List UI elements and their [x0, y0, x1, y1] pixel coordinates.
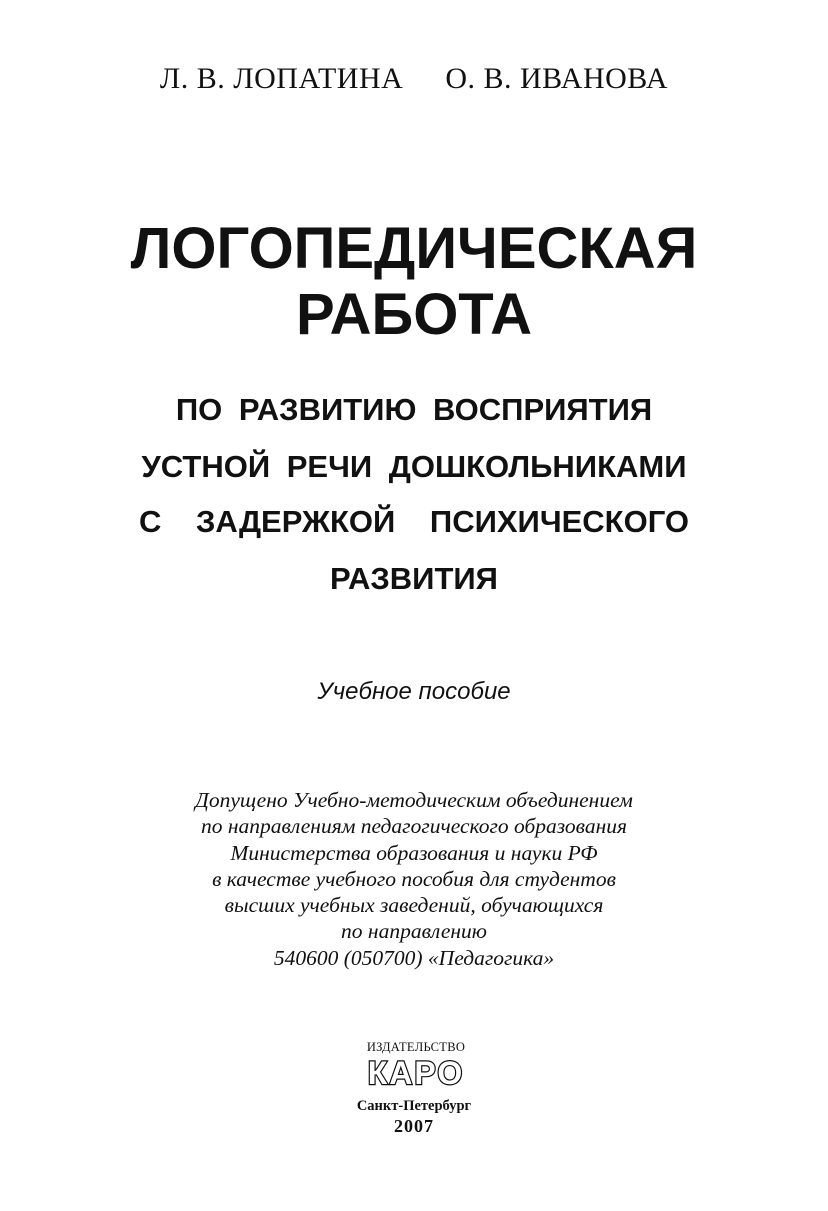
- publisher-logo: [355, 1056, 477, 1090]
- approval-line: по направлениям педагогического образования: [200, 814, 628, 839]
- subtitle-line: УСТНОЙ РЕЧИ ДОШКОЛЬНИКАМИ: [141, 449, 687, 484]
- subtitle-line: ПО РАЗВИТИЮ ВОСПРИЯТИЯ: [175, 392, 653, 427]
- publisher-label: ИЗДАТЕЛЬСТВО: [366, 1040, 466, 1054]
- book-title-line: РАБОТА: [296, 282, 532, 347]
- approval-line: в качестве учебного пособия для студентов: [212, 866, 616, 891]
- approval-line: по направлению: [341, 919, 487, 944]
- publisher-city: Санкт-Петербург: [356, 1098, 472, 1114]
- author-name: О. В. ИВАНОВА: [445, 62, 669, 95]
- publisher-block: [354, 1040, 478, 1090]
- authors: [0, 62, 828, 96]
- publication-year: 2007: [394, 1116, 434, 1136]
- genre-label: Учебное пособие: [317, 678, 511, 705]
- approval-line: высших учебных заведений, обучающихся: [224, 893, 604, 918]
- book-title-line: ЛОГОПЕДИЧЕСКАЯ: [130, 216, 698, 281]
- publisher-logo-text: КАРО: [367, 1056, 465, 1090]
- subtitle-line: РАЗВИТИЯ: [330, 561, 498, 596]
- subtitle-line: С ЗАДЕРЖКОЙ ПСИХИЧЕСКОГО: [139, 504, 689, 539]
- approval-line: Допущено Учебно-методическим объединением: [195, 788, 633, 812]
- approval-line: 540600 (050700) «Педагогика»: [273, 945, 555, 970]
- approval-statement: [0, 787, 828, 971]
- author-name: Л. В. ЛОПАТИНА: [159, 62, 404, 95]
- approval-line: Министерства образования и науки РФ: [230, 840, 598, 865]
